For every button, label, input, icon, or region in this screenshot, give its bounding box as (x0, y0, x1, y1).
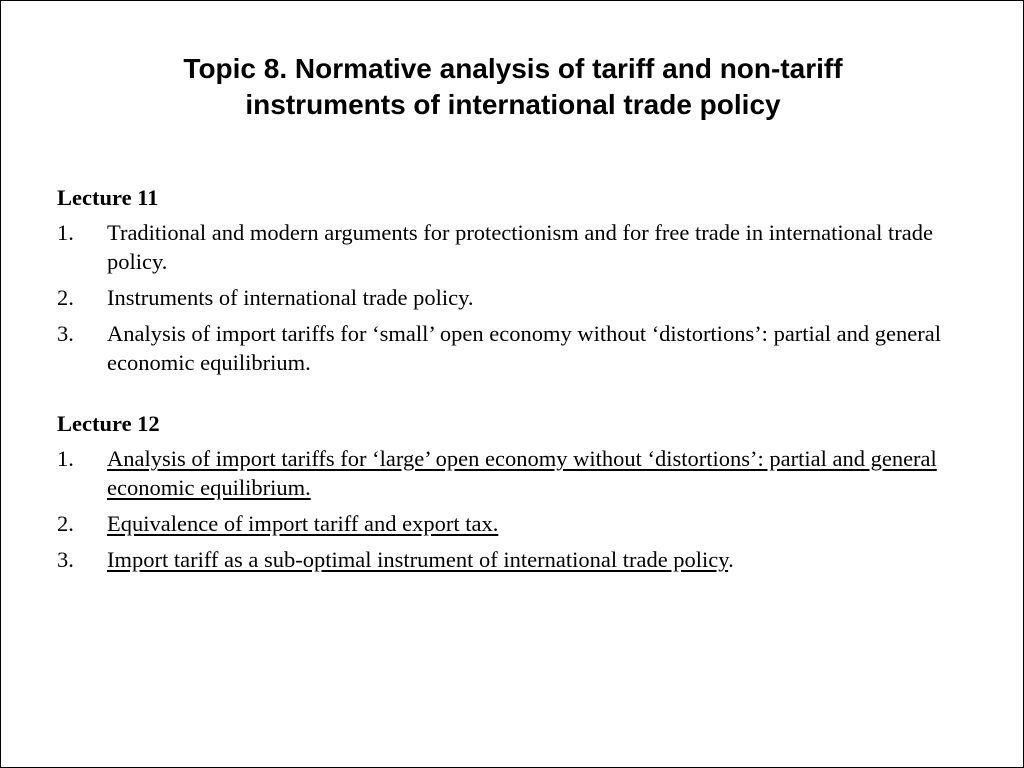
item-number: 1. (57, 446, 74, 471)
list-item (57, 545, 957, 574)
lecture-11-heading: Lecture 11 (57, 185, 159, 210)
slide-title-line-2: instruments of international trade policy (245, 89, 781, 120)
item-number: 2. (57, 285, 74, 310)
lecture-11-section (57, 183, 957, 377)
item-number: 1. (57, 220, 74, 245)
item-number: 2. (57, 511, 74, 536)
lecture-12-section (57, 409, 957, 574)
item-number: 3. (57, 547, 74, 572)
list-item (57, 283, 957, 312)
item-text: Instruments of international trade policy. (107, 285, 474, 310)
lecture-11-list (57, 218, 957, 377)
lecture-12-list (57, 444, 957, 574)
item-number: 3. (57, 321, 74, 346)
lecture-12-heading: Lecture 12 (57, 411, 160, 436)
item-text-suffix: . (728, 547, 734, 572)
list-item (57, 319, 957, 377)
item-text: Analysis of import tariffs for ‘large’ open economy without ‘distortions’: partial and general economic equilibrium. (107, 446, 937, 500)
list-item (57, 444, 957, 502)
item-text: Analysis of import tariffs for ‘small’ open economy without ‘distortions’: partial and general economic equilibrium. (107, 321, 941, 375)
item-text: Traditional and modern arguments for protectionism and for free trade in international trade policy. (107, 220, 933, 274)
slide-title-line-1: Topic 8. Normative analysis of tariff and non-tariff (183, 53, 843, 84)
list-item (57, 509, 957, 538)
slide-title (41, 51, 985, 123)
list-item (57, 218, 957, 276)
item-text: Import tariff as a sub-optimal instrument of international trade policy (107, 547, 729, 572)
slide-content (57, 183, 957, 581)
item-text-wrapper (107, 545, 957, 574)
item-text: Equivalence of import tariff and export tax. (107, 511, 499, 536)
